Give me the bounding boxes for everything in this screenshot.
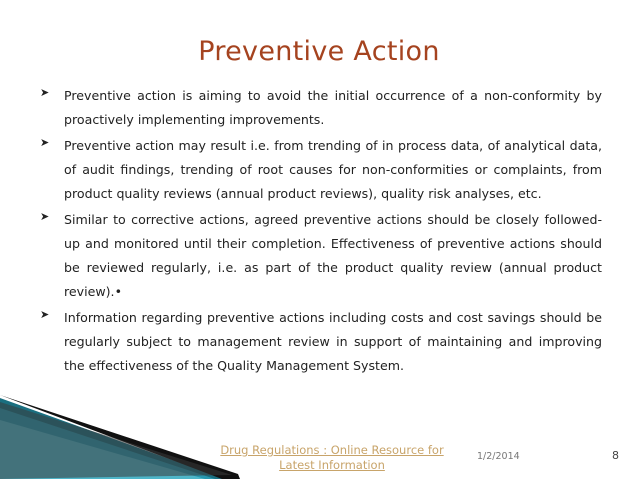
arrowhead-bullet-icon: ➤ [40,308,50,321]
footer-link[interactable] [212,443,452,473]
slide-title: Preventive Action [198,36,440,67]
arrowhead-bullet-icon: ➤ [40,210,50,223]
footer-date: 1/2/2014 [477,451,520,462]
bullet-text: Information regarding preventive actions including costs and cost savings should be regularly subject to management review in support of maintaining and improving the effectiveness of the Quality Management System. [64,310,602,373]
bullet-text: Preventive action is aiming to avoid the initial occurrence of a non-conformity by proactively implementing improvements. [64,88,602,127]
slide-number: 8 [612,449,619,462]
bullet-text: Preventive action may result i.e. from trending of in process data, of analytical data, of audit findings, trending of root causes for non-conformities or complaints, from product quality reviews (annual product reviews), quality risk analyses, etc. [64,138,602,201]
arrowhead-bullet-icon: ➤ [40,136,50,149]
footer-link-line1[interactable]: Drug Regulations : Online Resource for [220,443,444,457]
arrowhead-bullet-icon: ➤ [40,86,50,99]
bullet-text: Similar to corrective actions, agreed preventive actions should be closely followed-up and monitored until their completion. Effectiveness of preventive actions should be reviewed regularly, i.e. as part of the product quality review (annual product review).• [64,212,602,299]
footer-link-line2[interactable]: Latest Information [279,458,385,472]
